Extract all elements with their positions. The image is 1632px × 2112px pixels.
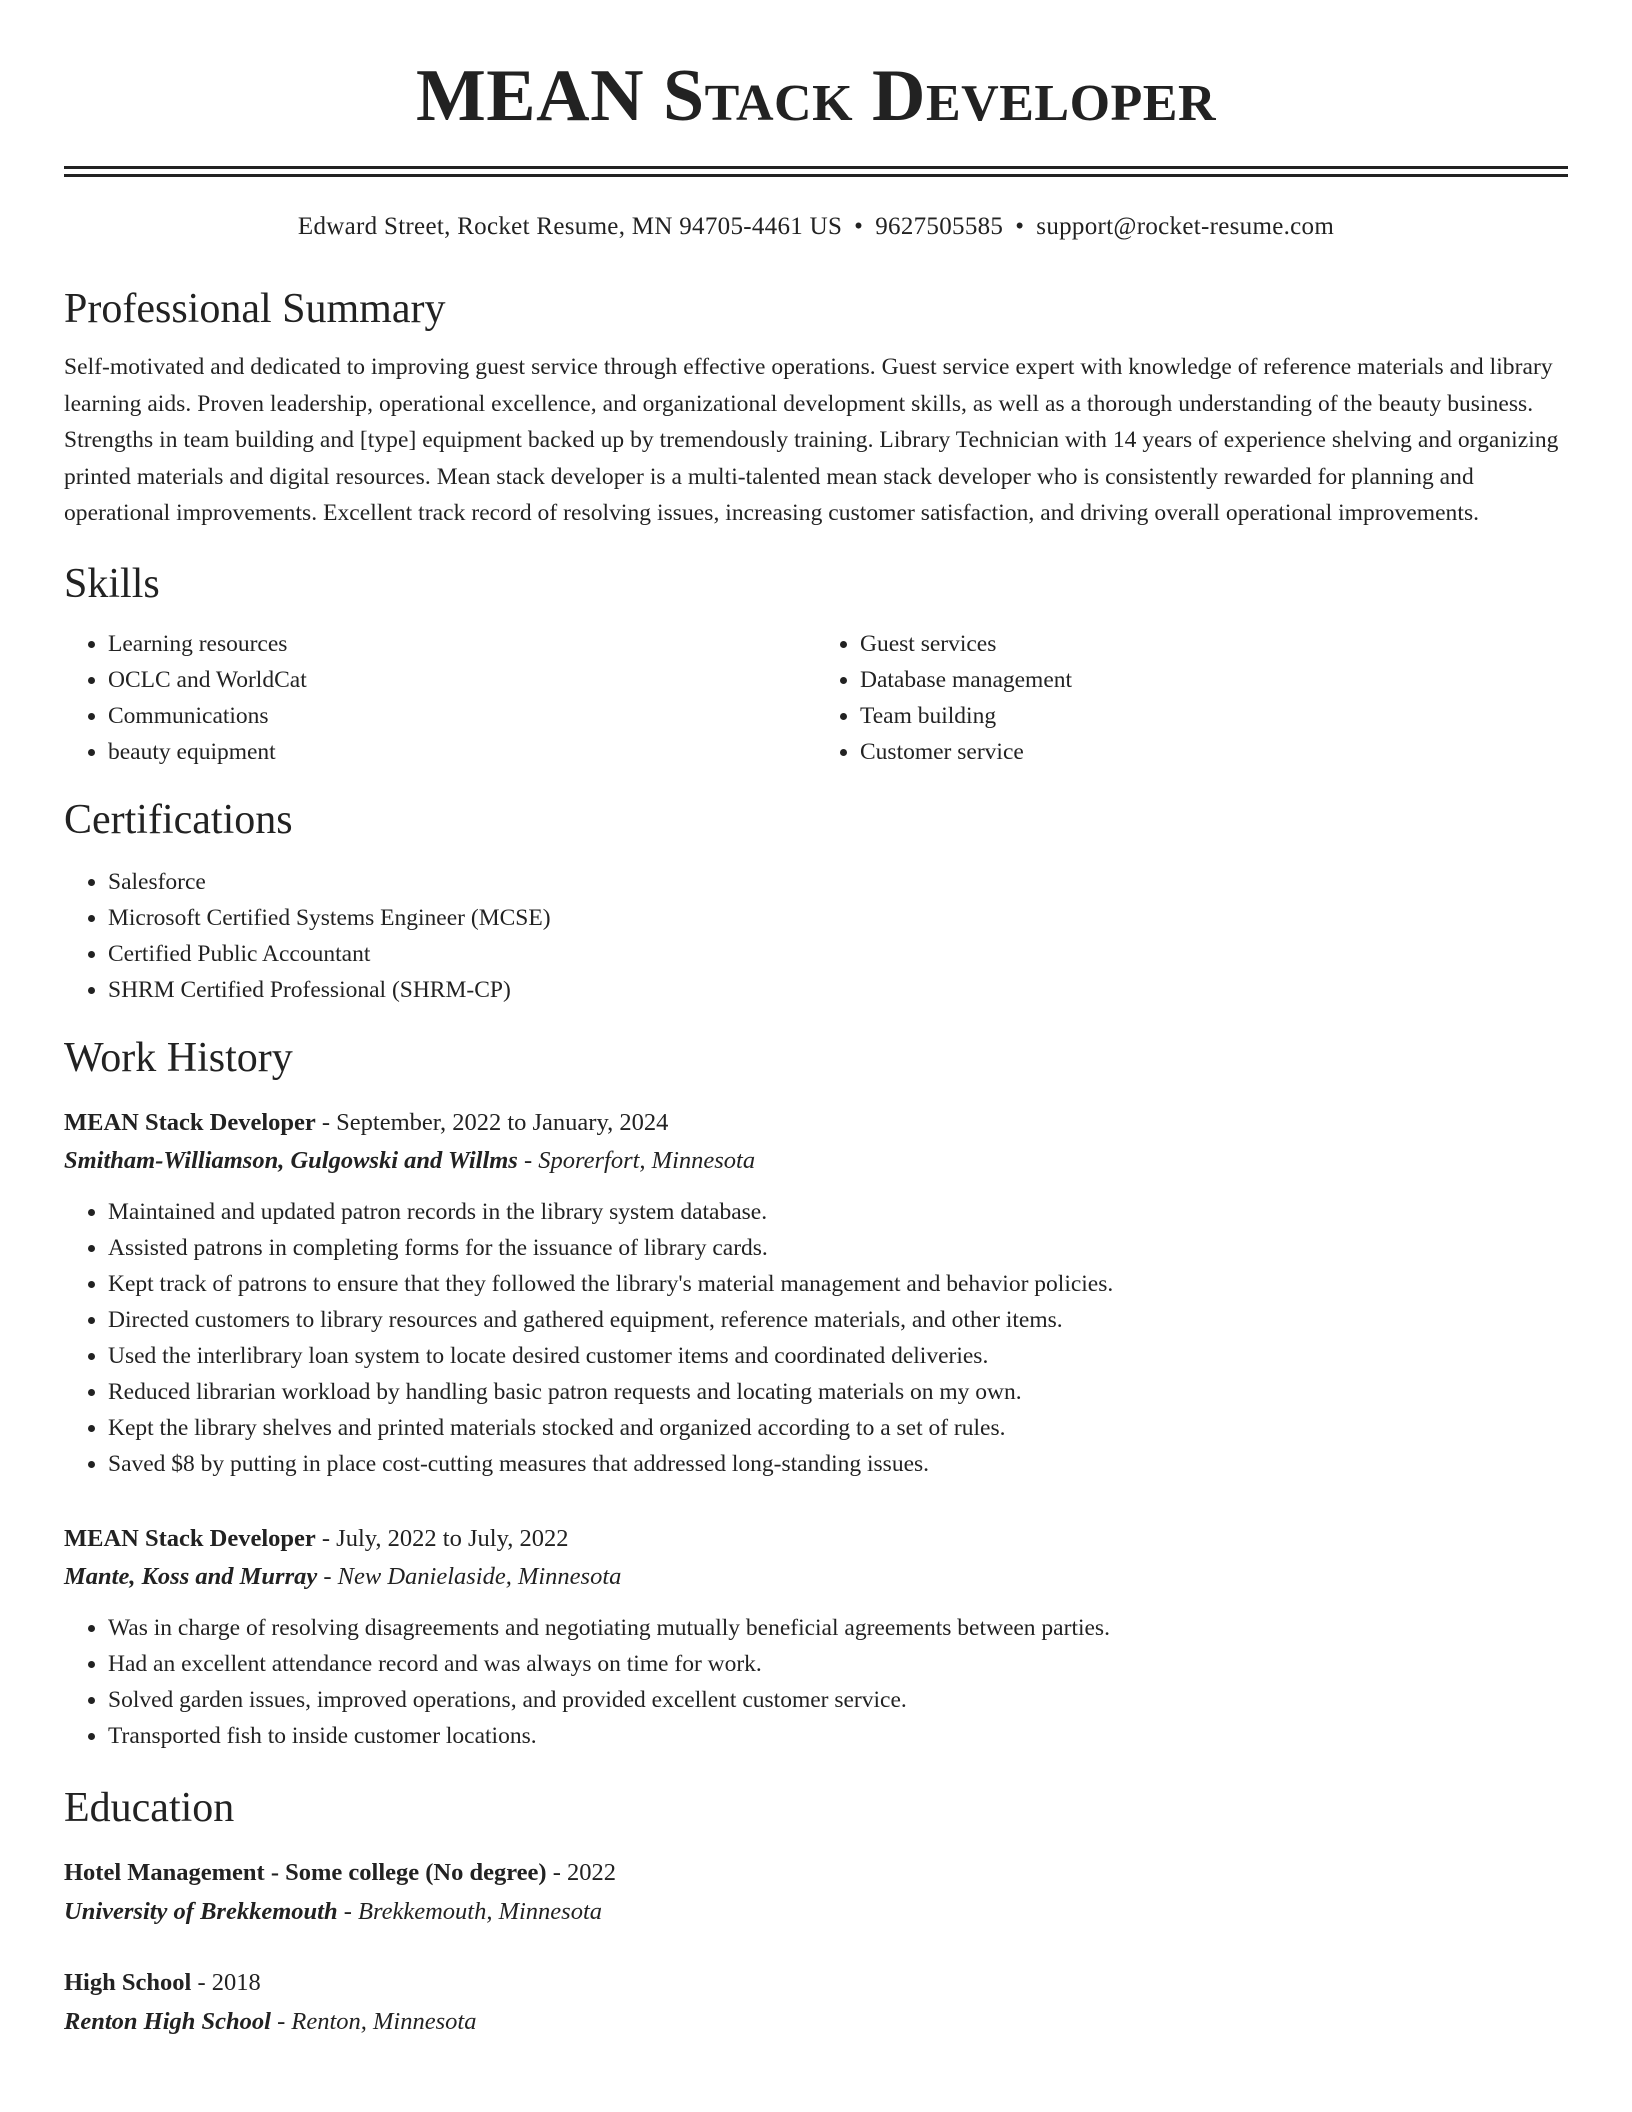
job-bullet: • Kept the library shelves and printed materials stocked and organized according to a set of rules.: [108, 1410, 1568, 1446]
work-history-heading: Work History: [64, 1034, 293, 1081]
certifications-list: [64, 864, 1568, 1008]
job-company: Smitham-Williamson, Gulgowski and Willms: [64, 1146, 518, 1174]
contact-separator: •: [854, 213, 864, 240]
skill-item: • beauty equipment: [108, 734, 816, 770]
skill-item: • Learning resources: [108, 626, 816, 662]
education-location: - Renton, Minnesota: [270, 2007, 477, 2035]
contact-email: support@rocket-resume.com: [1036, 213, 1335, 240]
job-title-line: [64, 1104, 1568, 1142]
job-bullets: [64, 1194, 1568, 1482]
certification-item: • Certified Public Accountant: [108, 936, 1568, 972]
certifications-heading: Certifications: [64, 796, 293, 843]
education-location: - Brekkemouth, Minnesota: [337, 1897, 603, 1925]
job-bullet: • Kept track of patrons to ensure that they followed the library's material management and behavior policies.: [108, 1266, 1568, 1302]
job-bullet: • Reduced librarian workload by handling basic patron requests and locating materials on my own.: [108, 1374, 1568, 1410]
skills-columns: [64, 626, 1568, 770]
job-bullet: • Saved $8 by putting in place cost-cutting measures that addressed long-standing issues.: [108, 1446, 1568, 1482]
job-dates: - July, 2022 to July, 2022: [315, 1524, 569, 1552]
education-year: - 2022: [546, 1858, 617, 1886]
job-bullet: • Assisted patrons in completing forms for the issuance of library cards.: [108, 1230, 1568, 1266]
certification-item: • Salesforce: [108, 864, 1568, 900]
skill-item: • Guest services: [860, 626, 1568, 662]
job-bullet: • Transported fish to inside customer locations.: [108, 1718, 1568, 1754]
job-title-line: [64, 1520, 1568, 1558]
job-bullet: • Maintained and updated patron records in the library system database.: [108, 1194, 1568, 1230]
education-entry: [64, 1964, 1568, 2042]
job-location: - New Danielaside, Minnesota: [317, 1562, 622, 1590]
resume-title: MEAN Stack Developer: [415, 55, 1217, 137]
summary-heading: Professional Summary: [64, 286, 446, 332]
education-school-line: [64, 1892, 1568, 1932]
job-entry: [64, 1104, 1568, 1482]
job-dates: - September, 2022 to January, 2024: [315, 1108, 669, 1136]
education-degree: Hotel Management - Some college (No degree): [64, 1858, 547, 1886]
job-bullet: • Used the interlibrary loan system to locate desired customer items and coordinated deliveries.: [108, 1338, 1568, 1374]
education-year: - 2018: [191, 1968, 261, 1996]
job-company-line: [64, 1558, 1568, 1596]
education-degree-line: [64, 1964, 1568, 2002]
education-school-line: [64, 2002, 1568, 2042]
skill-item: • Database management: [860, 662, 1568, 698]
contact-phone: 9627505585: [875, 213, 1004, 240]
job-company-line: [64, 1142, 1568, 1180]
title-rule-top: [64, 166, 1568, 169]
summary-text: Self-motivated and dedicated to improving guest service through effective operations. Guest service expert with knowledge of reference materials and library learning aids. Proven leadership, operational excellence, and organizational development skills, as well as a thorough understanding of the beauty business. Strengths in team building and [type] equipment backed up by tremendously training. Library Technician with 14 years of experience shelving and organizing printed materials and digital resources. Mean stack developer is a multi-talented mean stack developer who is consistently rewarded for planning and operational improvements. Excellent track record of resolving issues, increasing customer satisfaction, and driving overall operational improvements.: [64, 354, 1559, 527]
title-rule-bottom: [64, 174, 1568, 177]
job-company: Mante, Koss and Murray: [64, 1562, 318, 1590]
education-degree-line: [64, 1854, 1568, 1892]
job-bullet: • Solved garden issues, improved operations, and provided excellent customer service.: [108, 1682, 1568, 1718]
certification-item: • Microsoft Certified Systems Engineer (MCSE): [108, 900, 1568, 936]
skills-heading: Skills: [64, 560, 160, 607]
job-bullet: • Had an excellent attendance record and was always on time for work.: [108, 1646, 1568, 1682]
job-bullet: • Was in charge of resolving disagreements and negotiating mutually beneficial agreements between parties.: [108, 1610, 1568, 1646]
skills-list-left: [64, 626, 816, 770]
contact-address: Edward Street, Rocket Resume, MN 94705-4461 US: [297, 213, 843, 240]
skills-list-right: [816, 626, 1568, 770]
job-entry: [64, 1520, 1568, 1754]
job-location: - Sporerfort, Minnesota: [517, 1146, 756, 1174]
job-bullet: • Directed customers to library resources and gathered equipment, reference materials, and other items.: [108, 1302, 1568, 1338]
job-title: MEAN Stack Developer: [64, 1524, 316, 1552]
skill-item: • OCLC and WorldCat: [108, 662, 816, 698]
job-title: MEAN Stack Developer: [64, 1108, 316, 1136]
education-school: University of Brekkemouth: [64, 1897, 338, 1925]
contact-separator: •: [1015, 213, 1025, 240]
education-entry: [64, 1854, 1568, 1932]
certification-item: • SHRM Certified Professional (SHRM-CP): [108, 972, 1568, 1008]
job-bullets: [64, 1610, 1568, 1754]
contact-line: [64, 211, 1568, 243]
education-heading: Education: [64, 1784, 235, 1831]
skill-item: • Team building: [860, 698, 1568, 734]
education-degree: High School: [64, 1968, 192, 1996]
skill-item: • Communications: [108, 698, 816, 734]
education-school: Renton High School: [64, 2007, 271, 2035]
skill-item: • Customer service: [860, 734, 1568, 770]
